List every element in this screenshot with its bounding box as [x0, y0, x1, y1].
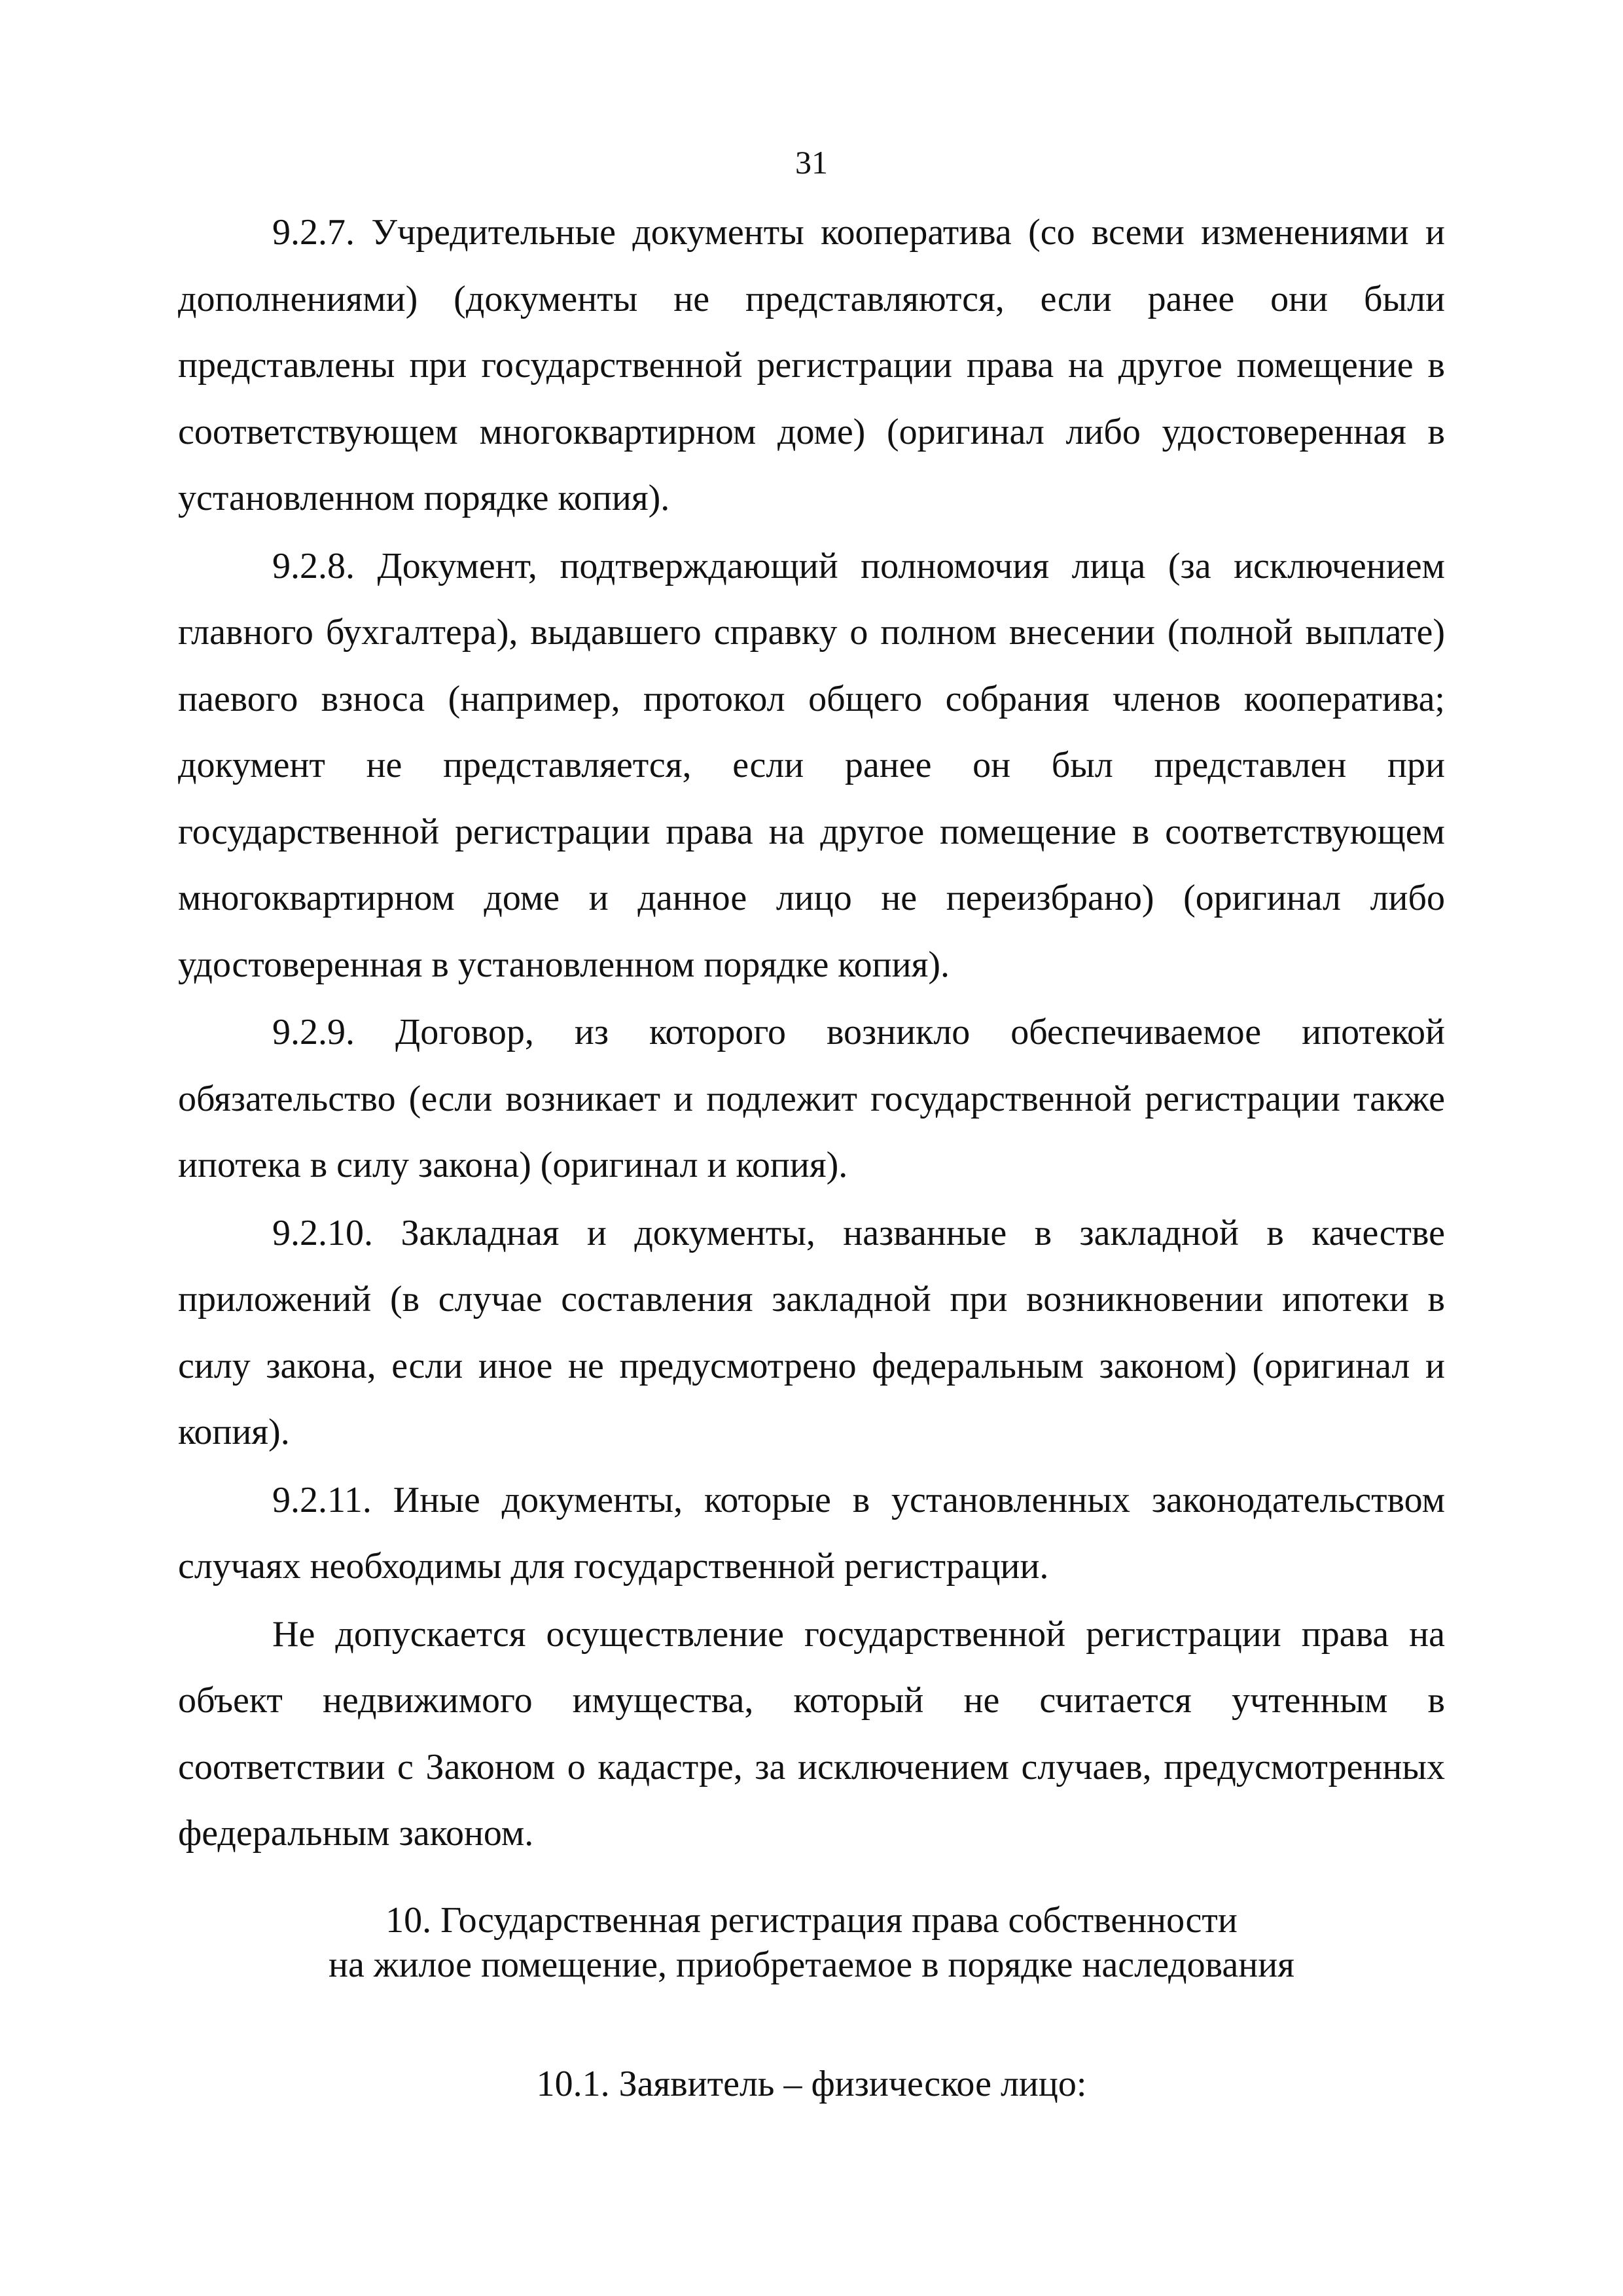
paragraph-9-2-8: 9.2.8. Документ, подтверждающий полномочия лица (за исключением главного бухгалтера), выдавшего справку о полном внесении (полной выплате) паевого взноса (например, протокол общего собрания членов кооператива; документ не представляется, если ранее он был представлен при государственной регистрации права на другое помещение в соответствующем многоквартирном доме и данное лицо не переизбрано) (оригинал либо удостоверенная в установленном порядке копия).	[178, 545, 1445, 985]
document-body	[178, 200, 1445, 1869]
paragraph-registration-restriction: Не допускается осуществление государственной регистрации права на объект недвижимого имущества, который не считается учтенным в соответствии с Законом о кадастре, за исключением случаев, предусмотренных федеральным законом.	[178, 1613, 1445, 1854]
paragraph-9-2-10: 9.2.10. Закладная и документы, названные в закладной в качестве приложений (в случае составления закладной при возникновении ипотеки в силу закона, если иное не предусмотрено федеральным законом) (оригинал и копия).	[178, 1212, 1445, 1452]
paragraph-9-2-9: 9.2.9. Договор, из которого возникло обеспечиваемое ипотекой обязательство (если возникает и подлежит государственной регистрации также ипотека в силу закона) (оригинал и копия).	[178, 1012, 1445, 1185]
section-heading-10	[178, 1898, 1445, 1987]
paragraph-9-2-7: 9.2.7. Учредительные документы кооператива (со всеми изменениями и дополнениями) (документы не представляются, если ранее они были представлены при государственной регистрации права на другое помещение в соответствующем многоквартирном доме) (оригинал либо удостоверенная в установленном порядке копия).	[178, 212, 1445, 518]
subsection-heading-10-1: 10.1. Заявитель – физическое лицо:	[536, 2064, 1087, 2104]
section-heading-line-2: на жилое помещение, приобретаемое в порядке наследования	[329, 1945, 1294, 1985]
paragraph-9-2-11: 9.2.11. Иные документы, которые в установленных законодательством случаях необходимы для государственной регистрации.	[178, 1479, 1445, 1587]
page-number: 31	[795, 144, 828, 181]
section-heading-line-1: 10. Государственная регистрация права собственности	[385, 1900, 1238, 1941]
